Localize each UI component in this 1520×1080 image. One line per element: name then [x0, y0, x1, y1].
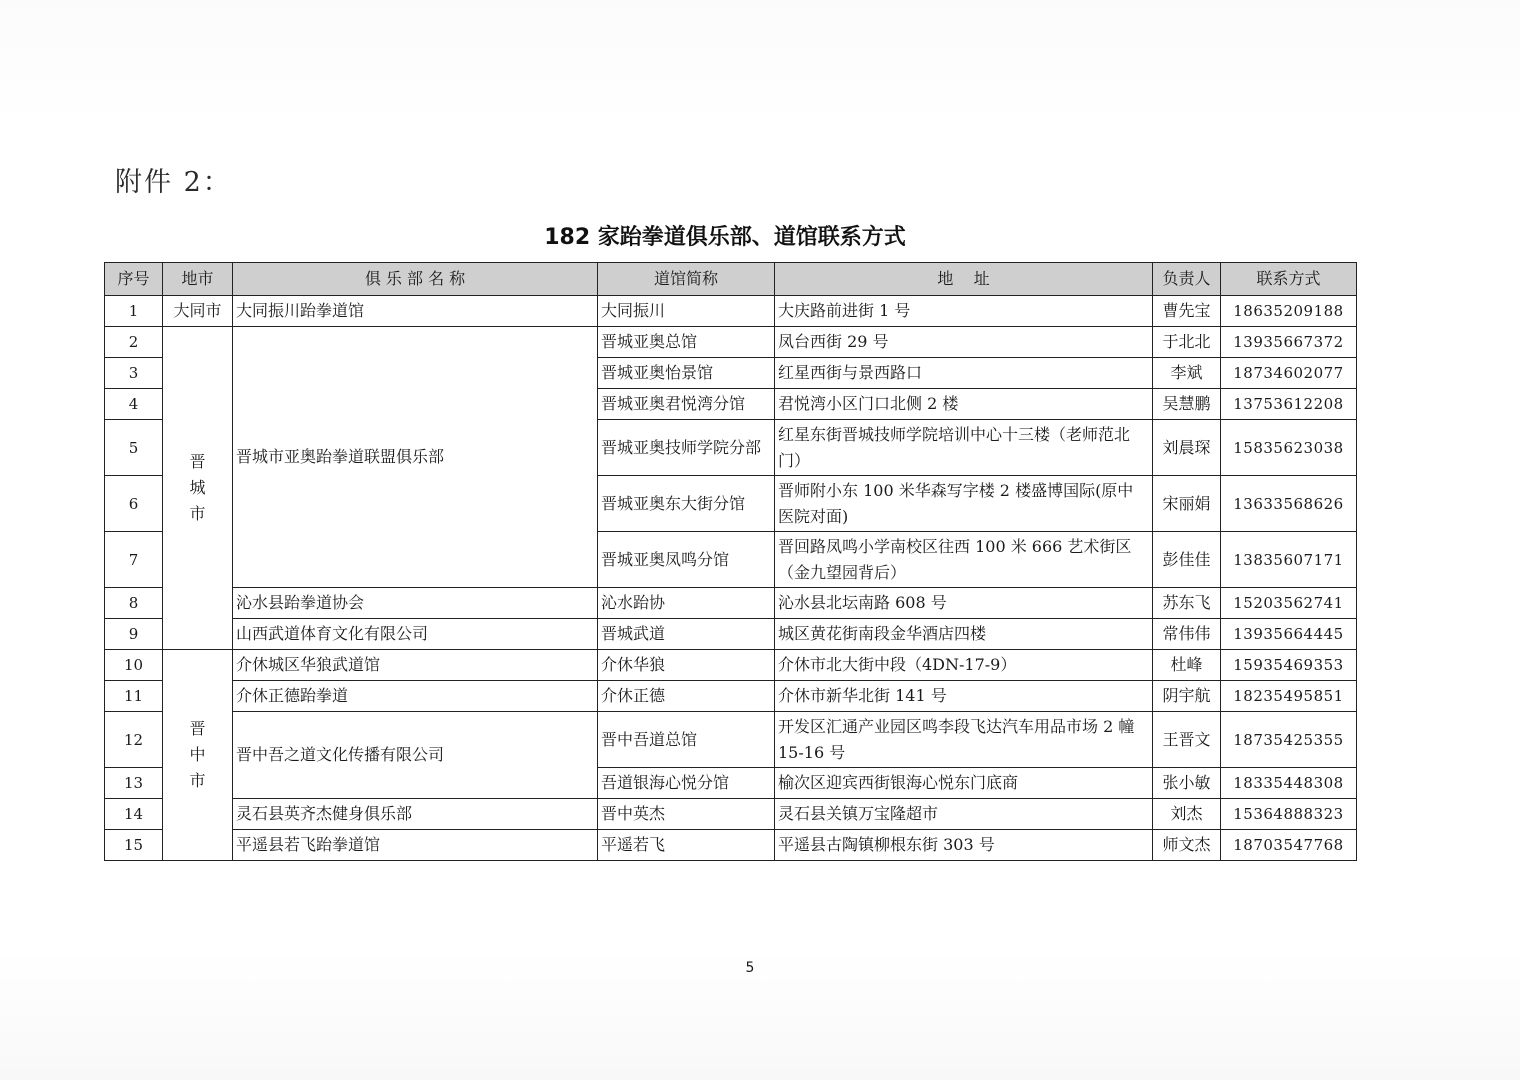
short-name-cell: 介休正德 — [598, 681, 775, 712]
row-number: 12 — [105, 712, 163, 768]
city-char: 城 — [189, 478, 206, 497]
address-cell: 榆次区迎宾西街银海心悦东门底商 — [775, 768, 1153, 799]
document-title: 182 家跆拳道俱乐部、道馆联系方式 — [544, 225, 906, 250]
row-number: 6 — [105, 476, 163, 532]
header-city: 地市 — [163, 263, 233, 296]
row-number: 7 — [105, 532, 163, 588]
person-cell: 李斌 — [1153, 358, 1221, 389]
row-number: 15 — [105, 830, 163, 861]
short-name-cell: 晋中英杰 — [598, 799, 775, 830]
city-cell: 大同市 — [163, 296, 233, 327]
row-number: 10 — [105, 650, 163, 681]
person-cell: 吴慧鹏 — [1153, 389, 1221, 420]
address-cell: 红星西街与景西路口 — [775, 358, 1153, 389]
person-cell: 于北北 — [1153, 327, 1221, 358]
table-row — [105, 619, 1357, 650]
header-no: 序号 — [105, 263, 163, 296]
phone-cell: 18635209188 — [1221, 296, 1357, 327]
person-cell: 王晋文 — [1153, 712, 1221, 768]
club-name-cell: 沁水县跆拳道协会 — [233, 588, 598, 619]
table-row — [105, 681, 1357, 712]
row-number: 5 — [105, 420, 163, 476]
phone-cell: 18235495851 — [1221, 681, 1357, 712]
header-person: 负责人 — [1153, 263, 1221, 296]
club-name-cell: 介休城区华狼武道馆 — [233, 650, 598, 681]
club-name-cell: 大同振川跆拳道馆 — [233, 296, 598, 327]
address-cell: 君悦湾小区门口北侧 2 楼 — [775, 389, 1153, 420]
row-number: 13 — [105, 768, 163, 799]
club-name-cell: 平遥县若飞跆拳道馆 — [233, 830, 598, 861]
table-row — [105, 712, 1357, 768]
contacts-table — [104, 262, 1357, 861]
phone-cell: 13835607171 — [1221, 532, 1357, 588]
address-cell: 介休市北大街中段（4DN-17-9） — [775, 650, 1153, 681]
header-short-name: 道馆简称 — [598, 263, 775, 296]
phone-cell: 18734602077 — [1221, 358, 1357, 389]
row-number: 3 — [105, 358, 163, 389]
phone-cell: 18735425355 — [1221, 712, 1357, 768]
short-name-cell: 晋城亚奥君悦湾分馆 — [598, 389, 775, 420]
club-name-cell: 晋中吾之道文化传播有限公司 — [233, 712, 598, 799]
address-cell: 平遥县古陶镇柳根东街 303 号 — [775, 830, 1153, 861]
club-name-cell: 灵石县英齐杰健身俱乐部 — [233, 799, 598, 830]
address-cell: 大庆路前进街 1 号 — [775, 296, 1153, 327]
header-address: 地 址 — [775, 263, 1153, 296]
city-cell-jincheng — [163, 327, 233, 650]
person-cell: 阴宇航 — [1153, 681, 1221, 712]
header-contact: 联系方式 — [1221, 263, 1357, 296]
short-name-cell: 晋城亚奥总馆 — [598, 327, 775, 358]
person-cell: 苏东飞 — [1153, 588, 1221, 619]
person-cell: 常伟伟 — [1153, 619, 1221, 650]
table-row — [105, 588, 1357, 619]
club-name-cell: 晋城市亚奥跆拳道联盟俱乐部 — [233, 327, 598, 588]
short-name-cell: 介休华狼 — [598, 650, 775, 681]
person-cell: 张小敏 — [1153, 768, 1221, 799]
attachment-label: 附件 2： — [115, 167, 232, 198]
table-row — [105, 327, 1357, 358]
city-char: 晋 — [189, 452, 206, 471]
header-club: 俱 乐 部 名 称 — [233, 263, 598, 296]
phone-cell: 15835623038 — [1221, 420, 1357, 476]
address-cell: 介休市新华北街 141 号 — [775, 681, 1153, 712]
address-cell: 开发区汇通产业园区鸣李段飞达汽车用品市场 2 幢 15-16 号 — [775, 712, 1153, 768]
person-cell: 宋丽娟 — [1153, 476, 1221, 532]
person-cell: 曹先宝 — [1153, 296, 1221, 327]
short-name-cell: 晋城亚奥东大街分馆 — [598, 476, 775, 532]
table-row — [105, 799, 1357, 830]
short-name-cell: 大同振川 — [598, 296, 775, 327]
person-cell: 刘晨琛 — [1153, 420, 1221, 476]
club-name-cell: 介休正德跆拳道 — [233, 681, 598, 712]
row-number: 8 — [105, 588, 163, 619]
short-name-cell: 晋城武道 — [598, 619, 775, 650]
city-char: 晋 — [189, 719, 206, 738]
phone-cell: 15364888323 — [1221, 799, 1357, 830]
phone-cell: 15203562741 — [1221, 588, 1357, 619]
short-name-cell: 晋城亚奥凤鸣分馆 — [598, 532, 775, 588]
short-name-cell: 晋城亚奥怡景馆 — [598, 358, 775, 389]
address-cell: 凤台西街 29 号 — [775, 327, 1153, 358]
phone-cell: 18703547768 — [1221, 830, 1357, 861]
address-cell: 城区黄花街南段金华酒店四楼 — [775, 619, 1153, 650]
address-cell: 红星东街晋城技师学院培训中心十三楼（老师范北门） — [775, 420, 1153, 476]
short-name-cell: 吾道银海心悦分馆 — [598, 768, 775, 799]
person-cell: 师文杰 — [1153, 830, 1221, 861]
phone-cell: 13633568626 — [1221, 476, 1357, 532]
short-name-cell: 晋中吾道总馆 — [598, 712, 775, 768]
phone-cell: 13935667372 — [1221, 327, 1357, 358]
phone-cell: 15935469353 — [1221, 650, 1357, 681]
row-number: 11 — [105, 681, 163, 712]
city-char: 市 — [189, 771, 206, 790]
table-row — [105, 650, 1357, 681]
header-row — [105, 263, 1357, 296]
row-number: 9 — [105, 619, 163, 650]
page-number: 5 — [745, 960, 755, 976]
table-row — [105, 296, 1357, 327]
person-cell: 彭佳佳 — [1153, 532, 1221, 588]
club-name-cell: 山西武道体育文化有限公司 — [233, 619, 598, 650]
address-cell: 晋师附小东 100 米华森写字楼 2 楼盛博国际(原中医院对面) — [775, 476, 1153, 532]
city-char: 中 — [189, 745, 206, 764]
address-cell: 灵石县关镇万宝隆超市 — [775, 799, 1153, 830]
phone-cell: 13935664445 — [1221, 619, 1357, 650]
short-name-cell: 平遥若飞 — [598, 830, 775, 861]
city-cell-jinzhong — [163, 650, 233, 861]
city-char: 市 — [189, 504, 206, 523]
row-number: 1 — [105, 296, 163, 327]
row-number: 14 — [105, 799, 163, 830]
row-number: 2 — [105, 327, 163, 358]
person-cell: 杜峰 — [1153, 650, 1221, 681]
phone-cell: 13753612208 — [1221, 389, 1357, 420]
row-number: 4 — [105, 389, 163, 420]
address-cell: 晋回路凤鸣小学南校区往西 100 米 666 艺术街区（金九望园背后） — [775, 532, 1153, 588]
person-cell: 刘杰 — [1153, 799, 1221, 830]
address-cell: 沁水县北坛南路 608 号 — [775, 588, 1153, 619]
phone-cell: 18335448308 — [1221, 768, 1357, 799]
short-name-cell: 沁水跆协 — [598, 588, 775, 619]
short-name-cell: 晋城亚奥技师学院分部 — [598, 420, 775, 476]
table-row — [105, 830, 1357, 861]
